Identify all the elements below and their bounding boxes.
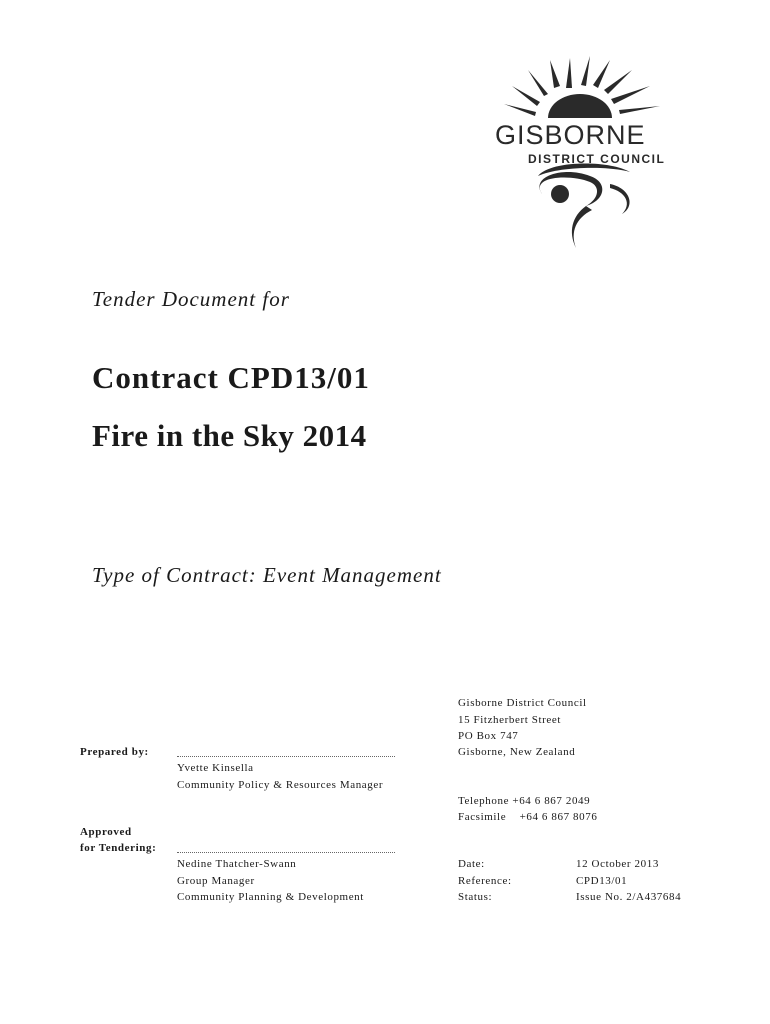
approved-department: Community Planning & Development <box>177 891 364 903</box>
address-line: PO Box 747 <box>458 730 519 742</box>
date-label: Date: <box>458 858 485 870</box>
status-label: Status: <box>458 891 493 903</box>
facsimile: Facsimile +64 6 867 8076 <box>458 811 598 823</box>
prepared-name: Yvette Kinsella <box>177 762 254 774</box>
approved-label-2: for Tendering: <box>80 842 157 854</box>
tender-label: Tender Document for <box>92 287 290 311</box>
reference-value: CPD13/01 <box>576 875 628 887</box>
event-title: Fire in the Sky 2014 <box>92 418 367 453</box>
approved-name: Nedine Thatcher-Swann <box>177 858 297 870</box>
date-value: 12 October 2013 <box>576 858 659 870</box>
address-line: Gisborne, New Zealand <box>458 746 576 758</box>
contract-type: Type of Contract: Event Management <box>92 563 442 587</box>
approved-role: Group Manager <box>177 875 255 887</box>
approved-signature-line <box>177 852 395 853</box>
logo-subtitle: DISTRICT COUNCIL <box>528 152 666 166</box>
contract-title: Contract CPD13/01 <box>92 360 370 395</box>
logo-name: GISBORNE <box>495 120 646 150</box>
status-value: Issue No. 2/A437684 <box>576 891 682 903</box>
prepared-role: Community Policy & Resources Manager <box>177 779 384 791</box>
telephone: Telephone +64 6 867 2049 <box>458 795 591 807</box>
approved-label: Approved <box>80 826 132 838</box>
address-line: Gisborne District Council <box>458 697 587 709</box>
reference-label: Reference: <box>458 875 512 887</box>
address-line: 15 Fitzherbert Street <box>458 714 562 726</box>
prepared-signature-line <box>177 756 395 757</box>
prepared-label: Prepared by: <box>80 746 149 758</box>
